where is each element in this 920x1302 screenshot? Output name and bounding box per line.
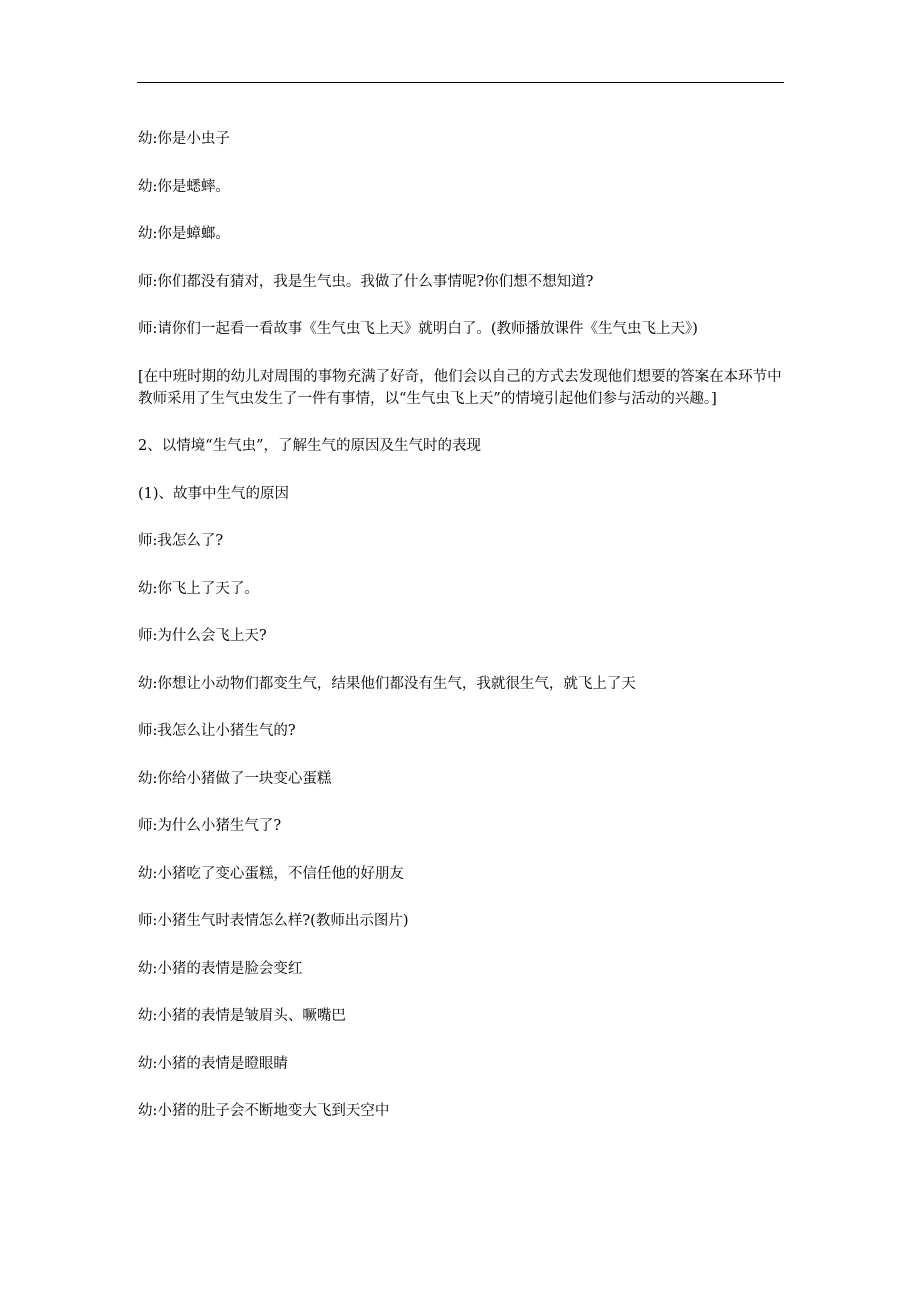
paragraph: 幼:你飞上了天了。	[138, 580, 259, 597]
paragraph: 师:为什么小猪生气了?	[138, 818, 282, 834]
paragraph: 师:为什么会飞上天?	[138, 628, 267, 644]
paragraph: 师:我怎么让小猪生气的?	[138, 723, 296, 739]
paragraph: 幼:你给小猪做了一块变心蛋糕	[138, 770, 332, 787]
paragraph: 幼:你是小虫子	[138, 131, 230, 147]
paragraph: 幼:小猪的表情是脸会变红	[138, 960, 303, 977]
section-heading: 2、以情境“生气虫”，了解生气的原因及生气时的表现	[138, 438, 482, 454]
annotation-paragraph: [在中班时期的幼儿对周围的事物充满了好奇，他们会以自己的方式去发现他们想要的答案在本环节中教师采用了生气虫发生了一件有事情，以“生气虫飞上天”的情境引起他们参与活动的兴趣。]	[138, 368, 782, 407]
paragraph: 师:我怎么了?	[138, 533, 224, 549]
document-body	[138, 128, 786, 1122]
header-rule	[137, 82, 784, 83]
paragraph: 师:你们都没有猜对，我是生气虫。我做了什么事情呢?你们想不想知道?	[138, 273, 594, 290]
paragraph: 幼:小猪的肚子会不断地变大飞到天空中	[138, 1103, 390, 1119]
paragraph: 幼:你是蟑螂。	[138, 226, 230, 242]
paragraph: 师:请你们一起看一看故事《生气虫飞上天》就明白了。(教师播放课件《生气虫飞上天》)	[138, 321, 698, 337]
paragraph: 幼:你想让小动物们都变生气，结果他们都没有生气，我就很生气，就飞上了天	[138, 675, 636, 692]
paragraph: 幼:小猪的表情是瞪眼睛	[138, 1055, 288, 1072]
subsection-heading: (1)、故事中生气的原因	[138, 485, 290, 502]
paragraph: 幼:小猪吃了变心蛋糕，不信任他的好朋友	[138, 865, 404, 882]
paragraph: 幼:小猪的表情是皱眉头、噘嘴巴	[138, 1008, 346, 1024]
paragraph: 幼:你是蟋蟀。	[138, 178, 230, 195]
paragraph: 师:小猪生气时表情怎么样?(教师出示图片)	[138, 913, 409, 929]
